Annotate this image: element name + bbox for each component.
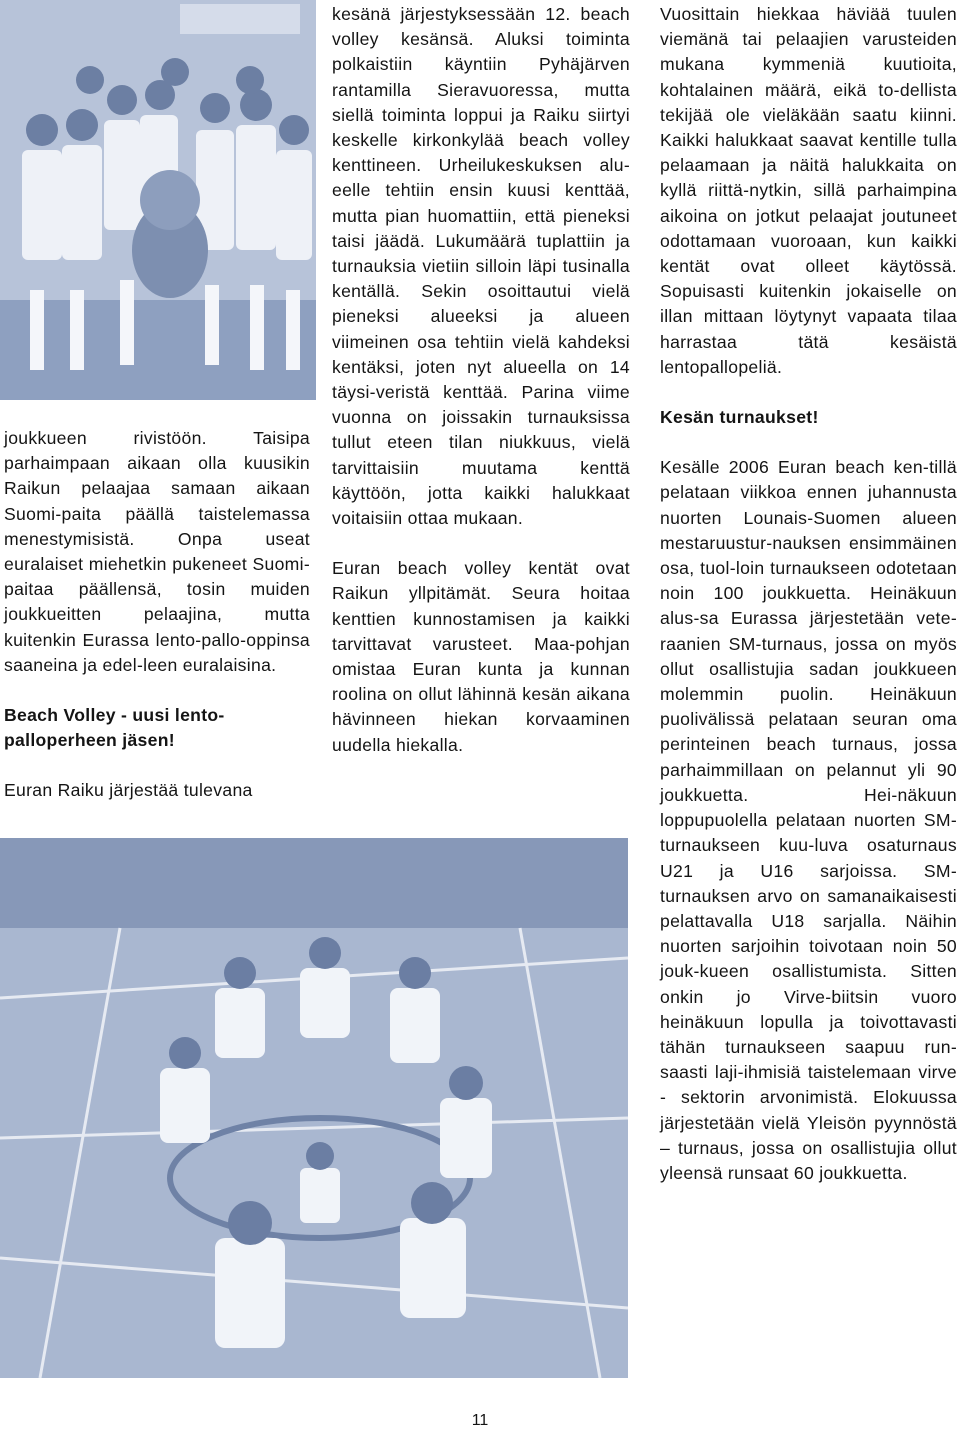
team-photo-illustration [0, 0, 316, 400]
column1-paragraph-1: joukkueen rivistöön. Taisipa parhaimpaan aikaan olla kuusikin Raikun pelaajaa samaan aikaan Suomi-paita päällä taistelemassa menestymisistä. Onpa useat euralaiset miehetkin pukeneet Suomi-paitaa päällensä, tosin muiden joukkueitten pelaajina, mutta kuitenkin Eurassa lento-pallo-oppinsa saaneina ja edel-leen euralaisina. [4, 428, 310, 675]
column1-paragraph-2: Euran Raiku järjestää tulevana [4, 780, 253, 801]
court-photo-illustration [0, 838, 628, 1378]
column3-paragraph-2: Kesälle 2006 Euran beach ken-tillä pelataan viikkoa ennen juhannusta nuorten Lounais-Suomen alueen mestaruustur-nauksen ensimmäinen osa, tuol-loin turnaukseen odotetaan noin 100 joukkuetta. Heinäkuun alus-sa Eurassa järjestetään vete-raanien SM-turnaus, jossa on myös ollut osallistujia sadan joukkueen molemmin puolin. Heinäkuun puolivälissä pelataan seuran oma perinteinen beach turnaus, jossa parhaimmillaan on pelannut yli 90 joukkuetta. Hei-näkuun loppupuolella pelataan nuorten SM-turnaukseen kuu-luva osaturnaus U21 ja U16 sarjoissa. SM-turnauksen arvo on samanaikaisesti pelattavalla U18 sarjalla. Näihin nuorten sarjoihin toivotaan noin 50 jouk-kueen osallistumista. Sitten onkin jo Virve-biitsin vuoro heinäkuun lopulla ja toivottavasti tähän turnaukseen saapuu run-saasti laji-ihmisiä taistelemaan virve - sektorin arvonimistä. Elokuussa järjestetään vielä Yleisön pyynnöstä – turnaus, jossa on osallistujia ollut yleensä runsaat 60 joukkuetta. [660, 457, 957, 1183]
column2-paragraph-2: Euran beach volley kentät ovat Raikun yllpitämät. Seura hoitaa kenttien kunnostamisen ja kaikki tarvittavat varusteet. Maa-pohjan omistaa Euran kunta ja kunnan roolina on ollut lähinnä kesän aikana hävinneen hiekan korvaaminen uudella hiekalla. [332, 558, 630, 755]
text-column-3 [660, 2, 957, 1186]
text-column-2 [332, 2, 630, 758]
section-heading-beach-volley: Beach Volley - uusi lento-palloperheen jäsen! [4, 705, 225, 751]
column3-paragraph-1: Vuosittain hiekkaa häviää tuulen viemänä tai pelaajien varusteiden mukana kymmeniä kuutioita, kohtalainen määrä, eikä to-dellista tekijää ole vieläkään saatu kiinni. Kaikki halukkaat saavat kentille tulla pelaamaan ja näitä halukkaita on kyllä riittä-nytkin, sillä parhaimpina aikoina on jotkut pelaajat joutuneet odottamaan vuoroaan, kun kaikki kentät ovat olleet käytössä. Sopuisasti kuitenkin jokaiselle on illan mittaan löytynyt vapaata tilaa harrastaa tätä kesäistä lentopallopeliä. [660, 4, 957, 377]
section-heading-summer-tournaments: Kesän turnaukset! [660, 407, 819, 428]
column2-paragraph-1: kesänä järjestyksessään 12. beach volley kesänsä. Aluksi toiminta polkaistiin käyntiin Pyhäjärven rantamilla Sieravuoressa, mutta siellä toiminta loppui ja Raiku siirtyi keskelle kirkonkylää beach volley kenttineen. Urheilukeskuksen alu-eelle tehtiin ensin kuusi kenttää, mutta pian huomattiin, että pieneksi taisi jäädä. Lukumäärä tuplattiin ja turnauksia vietiin silloin läpi tusinalla kentällä. Sekin osoittautui vielä pieneksi alueeksi ja alueen viimeinen osa tehtiin vielä kahdeksi kentäksi, joten nyt alueella on 14 täysi-veristä kenttää. Parina viime vuonna on joissakin turnauksissa tullut eteen tilan niukkuus, vielä tarvittaisiin muutama kenttä käyttöön, jotta kaikki halukkaat voitaisiin ottaa mukaan. [332, 4, 630, 529]
court-photo [0, 838, 628, 1378]
text-column-1 [4, 426, 310, 804]
team-photo [0, 0, 316, 400]
page-number: 11 [471, 1412, 489, 1429]
